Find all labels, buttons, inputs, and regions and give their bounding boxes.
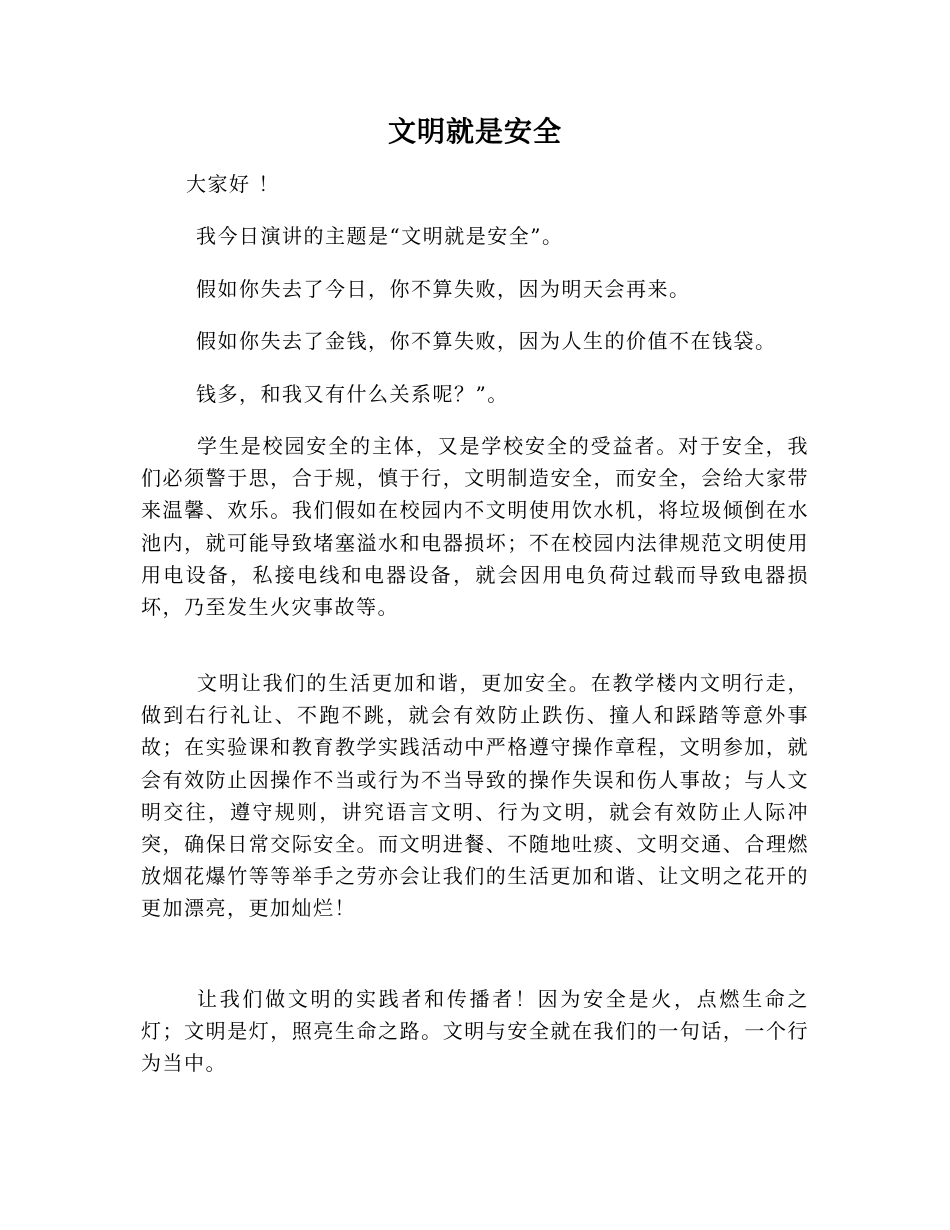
document-title: 文明就是安全 [387,115,562,148]
greeting-line: 大家好 ！ [186,172,280,196]
body-paragraph: 让我们做文明的实践者和传播者！因为安全是火，点燃生命之灯；文明是灯，照亮生命之路。文明与安全就在我们的一句话，一个行为当中。 [141,987,809,1076]
text-line: 钱多，和我又有什么关系呢？”。 [196,382,509,406]
speech-topic-line: 我今日演讲的主题是“文明就是安全”。 [196,224,564,248]
body-paragraph: 文明让我们的生活更加和谐，更加安全。在教学楼内文明行走，做到右行礼让、不跑不跳，就会有效防止跌伤、撞人和踩踏等意外事故；在实验课和教育教学实践活动中严格遵守操作章程，文明参加，就会有效防止因操作不当或行为不当导致的操作失误和伤人事故；与人文明交往，遵守规则，讲究语言文明、行为文明，就会有效防止人际冲突，确保日常交际安全。而文明进餐、不随地吐痰、文明交通、合理燃放烟花爆竹等等举手之劳亦会让我们的生活更加和谐、让文明之花开的更加漂亮，更加灿烂！ [141,671,809,921]
body-paragraph: 学生是校园安全的主体，又是学校安全的受益者。对于安全，我们必须警于思，合于规，慎于行，文明制造安全，而安全，会给大家带来温馨、欢乐。我们假如在校园内不文明使用饮水机，将垃圾倾倒在水池内，就可能导致堵塞溢水和电器损坏；不在校园内法律规范文明使用用电设备，私接电线和电器设备，就会因用电负荷过载而导致电器损坏，乃至发生火灾事故等。 [141,434,809,620]
text-line: 假如你失去了今日，你不算失败，因为明天会再来。 [196,277,691,301]
text-line: 假如你失去了金钱，你不算失败，因为人生的价值不在钱袋。 [196,329,777,353]
